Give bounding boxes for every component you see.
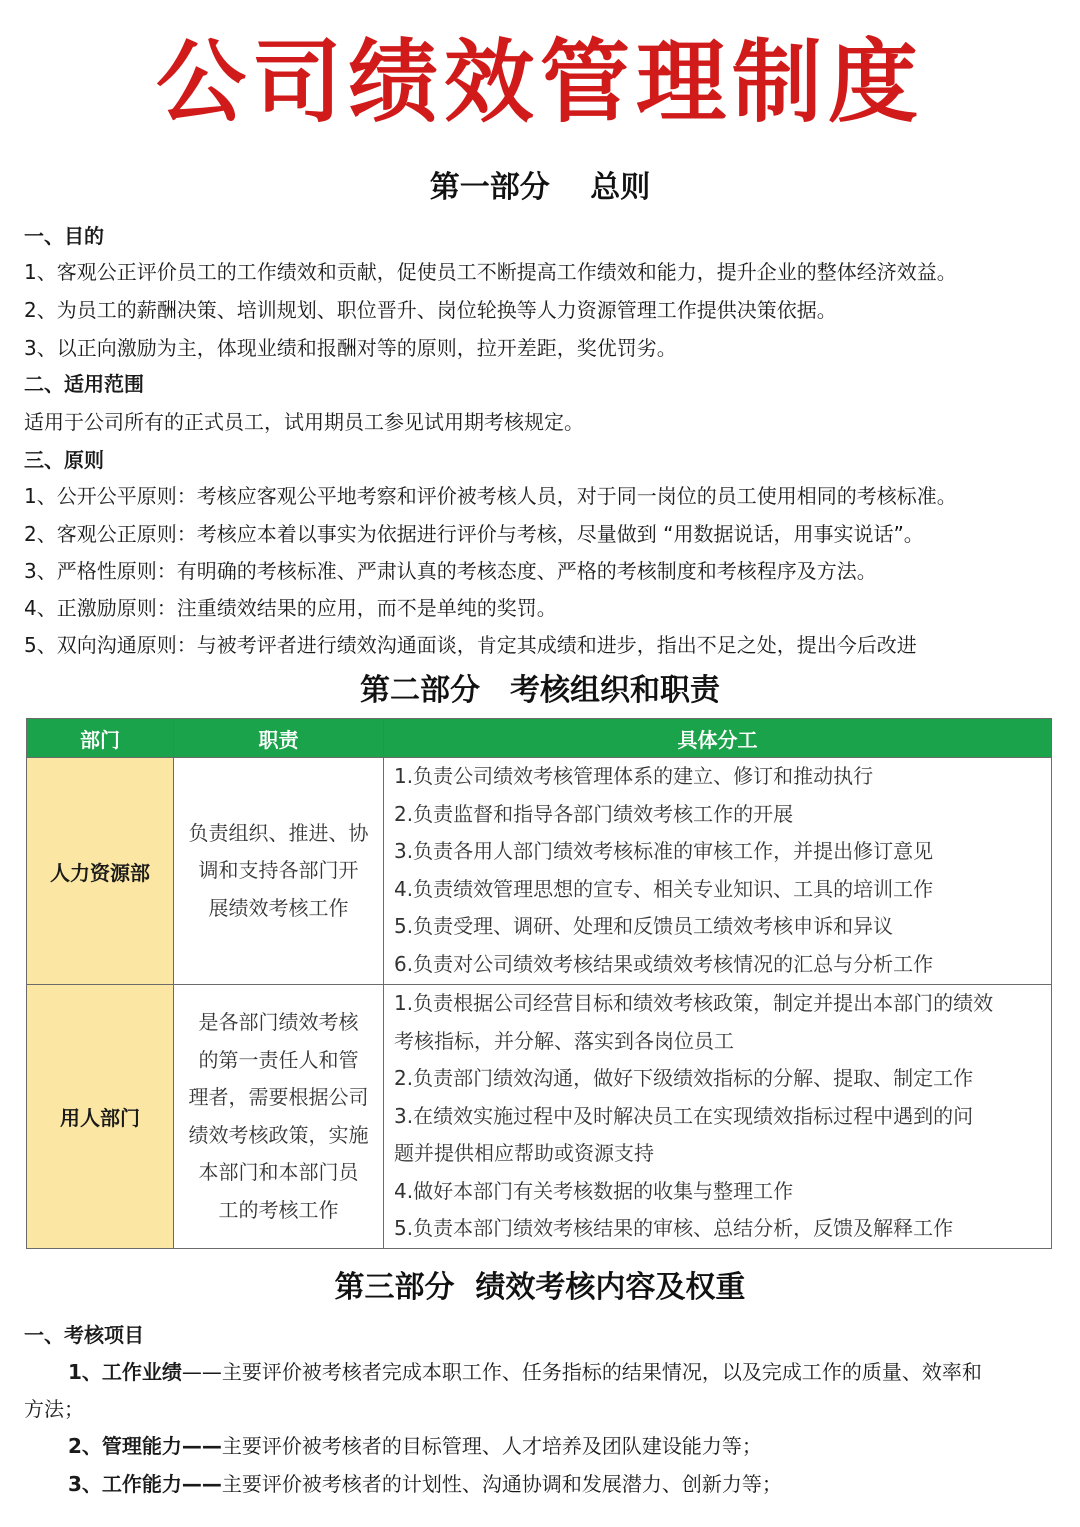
task-item: 6.负责对公司绩效考核结果或绩效考核情况的汇总与分析工作 <box>394 951 934 976</box>
assessment-item-label: 3、工作能力—— <box>68 1472 222 1496</box>
header-duty: 职责 <box>174 719 384 758</box>
assessment-item-3 <box>68 1474 782 1494</box>
duty-line: 工的考核工作 <box>218 1197 339 1222</box>
principle-line-2: 2、客观公正原则：考核应本着以事实为依据进行评价与考核，尽量做到 “用数据说话，用事实说话”。 <box>24 522 924 546</box>
duty-cell <box>174 985 384 1249</box>
principle-line-4: 4、正激励原则：注重绩效结果的应用，而不是单纯的奖罚。 <box>24 596 557 620</box>
assessment-item-2 <box>68 1436 762 1456</box>
purpose-line-3: 3、以正向激励为主，体现业绩和报酬对等的原则，拉开差距，奖优罚劣。 <box>24 336 677 360</box>
scope-line-1: 适用于公司所有的正式员工，试用期员工参见试用期考核规定。 <box>24 410 584 434</box>
task-item: 4.做好本部门有关考核数据的收集与整理工作 <box>394 1178 794 1203</box>
task-item: 5.负责本部门绩效考核结果的审核、总结分析，反馈及解释工作 <box>394 1216 954 1240</box>
part1-title: 第一部分 总则 <box>429 170 651 205</box>
task-item: 3.负责各用人部门绩效考核标准的审核工作，并提出修订意见 <box>394 839 934 863</box>
tasks-cell <box>384 758 1052 985</box>
duty-line: 负责组织、推进、协 <box>188 820 369 845</box>
task-item: 5.负责受理、调研、处理和反馈员工绩效考核申诉和异议 <box>394 914 894 938</box>
task-item: 2.负责部门绩效沟通，做好下级绩效指标的分解、提取、制定工作 <box>394 1066 974 1090</box>
assessment-item-label: 1、工作业绩 <box>68 1360 182 1384</box>
table-row <box>27 985 1052 1249</box>
duty-line: 绩效考核政策，实施 <box>188 1122 369 1147</box>
section-heading-assessment-items: 一、考核项目 <box>24 1323 144 1347</box>
duty-cell <box>174 758 384 985</box>
task-item: 考核指标，并分解、落实到各岗位员工 <box>394 1028 734 1053</box>
assessment-item-label: 2、管理能力—— <box>68 1434 222 1458</box>
section-heading-purpose: 一、目的 <box>24 224 104 248</box>
tasks-cell <box>384 985 1052 1249</box>
duty-line: 调和支持各部门开 <box>198 858 359 883</box>
assessment-item-text: 主要评价被考核者的计划性、沟通协调和发展潜力、创新力等； <box>221 1472 782 1496</box>
header-tasks: 具体分工 <box>384 719 1052 758</box>
assessment-item-1-cont: 方法； <box>24 1397 84 1421</box>
section-heading-scope: 二、适用范围 <box>24 372 144 396</box>
task-item: 3.在绩效实施过程中及时解决员工在实现绩效指标过程中遇到的问 <box>394 1103 974 1128</box>
purpose-line-2: 2、为员工的薪酬决策、培训规划、职位晋升、岗位轮换等人力资源管理工作提供决策依据。 <box>24 298 837 322</box>
part3-title: 第三部分 绩效考核内容及权重 <box>334 1270 746 1305</box>
table-header-row <box>27 719 1052 758</box>
assessment-item-1 <box>68 1362 982 1382</box>
task-item: 题并提供相应帮助或资源支持 <box>394 1141 654 1165</box>
assessment-item-text: ——主要评价被考核者完成本职工作、任务指标的结果情况，以及完成工作的质量、效率和 <box>181 1360 982 1384</box>
purpose-line-1: 1、客观公正评价员工的工作绩效和贡献，促使员工不断提高工作绩效和能力，提升企业的整体经济效益。 <box>24 260 957 284</box>
duty-line: 展绩效考核工作 <box>208 895 349 920</box>
duty-line: 理者，需要根据公司 <box>188 1085 369 1109</box>
task-item: 2.负责监督和指导各部门绩效考核工作的开展 <box>394 801 794 826</box>
assessment-item-text: 主要评价被考核者的目标管理、人才培养及团队建设能力等； <box>221 1434 762 1458</box>
part2-title: 第二部分 考核组织和职责 <box>360 673 720 708</box>
task-item: 1.负责根据公司经营目标和绩效考核政策，制定并提出本部门的绩效 <box>394 991 994 1015</box>
principle-line-3: 3、严格性原则：有明确的考核标准、严肃认真的考核态度、严格的考核制度和考核程序及方法。 <box>24 559 877 583</box>
duty-line: 是各部门绩效考核 <box>198 1010 359 1034</box>
task-item: 1.负责公司绩效考核管理体系的建立、修订和推动执行 <box>394 764 874 788</box>
header-department: 部门 <box>27 719 174 758</box>
section-heading-principles: 三、原则 <box>24 448 104 472</box>
dept-cell: 人力资源部 <box>27 758 174 985</box>
duty-line: 的第一责任人和管 <box>198 1047 359 1072</box>
responsibility-table <box>26 718 1052 1249</box>
principle-line-1: 1、公开公平原则：考核应客观公平地考察和评价被考核人员，对于同一岗位的员工使用相同的考核标准。 <box>24 484 957 508</box>
duty-line: 本部门和本部门员 <box>198 1160 359 1184</box>
dept-cell: 用人部门 <box>27 985 174 1249</box>
document-title: 公司绩效管理制度 <box>156 30 924 135</box>
task-item: 4.负责绩效管理思想的宣专、相关专业知识、工具的培训工作 <box>394 876 934 901</box>
principle-line-5: 5、双向沟通原则：与被考评者进行绩效沟通面谈，肯定其成绩和进步，指出不足之处，提出今后改进 <box>24 633 917 657</box>
table-row <box>27 758 1052 985</box>
